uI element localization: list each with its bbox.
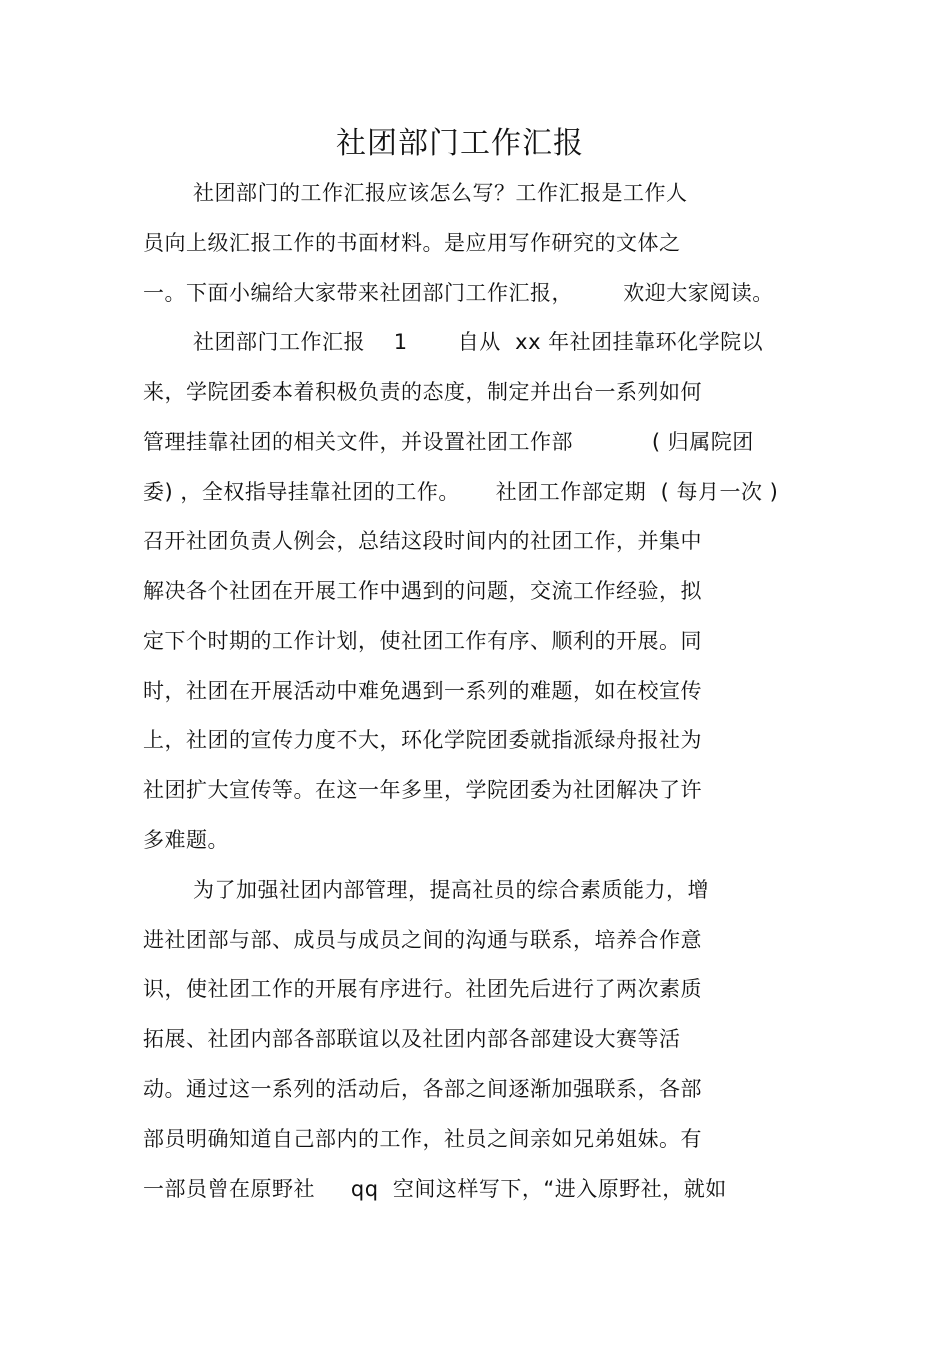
text-line: 社团部门的工作汇报应该怎么写？工作汇报是工作人 [193,181,688,205]
text-line: 部员明确知道自己部内的工作，社员之间亲如兄弟姐妹。有 [143,1127,702,1151]
text-line: 委) ，全权指导挂靠社团的工作。 社团工作部定期 ( 每月一次 ) [143,480,779,504]
text-line: 时，社团在开展活动中难免遇到一系列的难题，如在校宣传 [143,679,702,703]
text-line: 识，使社团工作的开展有序进行。社团先后进行了两次素质 [143,977,702,1001]
text-line: 上，社团的宣传力度不大，环化学院团委就指派绿舟报社为 [143,728,702,752]
text-line: 管理挂靠社团的相关文件，并设置社团工作部 ( 归属院团 [143,430,754,454]
text-line: 定下个时期的工作计划，使社团工作有序、顺利的开展。同 [143,629,702,653]
text-line: 社团扩大宣传等。在这一年多里，学院团委为社团解决了许 [143,778,702,802]
text-line: 进社团部与部、成员与成员之间的沟通与联系，培养合作意 [143,928,702,952]
text-line: 为了加强社团内部管理，提高社员的综合素质能力，增 [193,878,709,902]
text-line: 一部员曾在原野社 qq 空间这样写下，“进入原野社，就如 [143,1177,727,1201]
document-title: 社团部门工作汇报 [336,126,584,161]
text-line: 召开社团负责人例会，总结这段时间内的社团工作，并集中 [143,529,702,553]
text-line: 解决各个社团在开展工作中遇到的问题，交流工作经验，拟 [143,579,702,603]
text-line: 来，学院团委本着积极负责的态度，制定并出台一系列如何 [143,380,702,404]
text-line: 员向上级汇报工作的书面材料。是应用写作研究的文体之 [143,231,681,255]
text-line: 动。通过这一系列的活动后，各部之间逐渐加强联系，各部 [143,1077,702,1101]
text-line: 一。下面小编给大家带来社团部门工作汇报， 欢迎大家阅读。 [143,281,774,305]
text-line: 拓展、社团内部各部联谊以及社团内部各部建设大赛等活 [143,1027,681,1051]
text-line: 多难题。 [143,828,229,852]
text-line: 社团部门工作汇报 1 自从 xx 年社团挂靠环化学院以 [193,330,764,354]
